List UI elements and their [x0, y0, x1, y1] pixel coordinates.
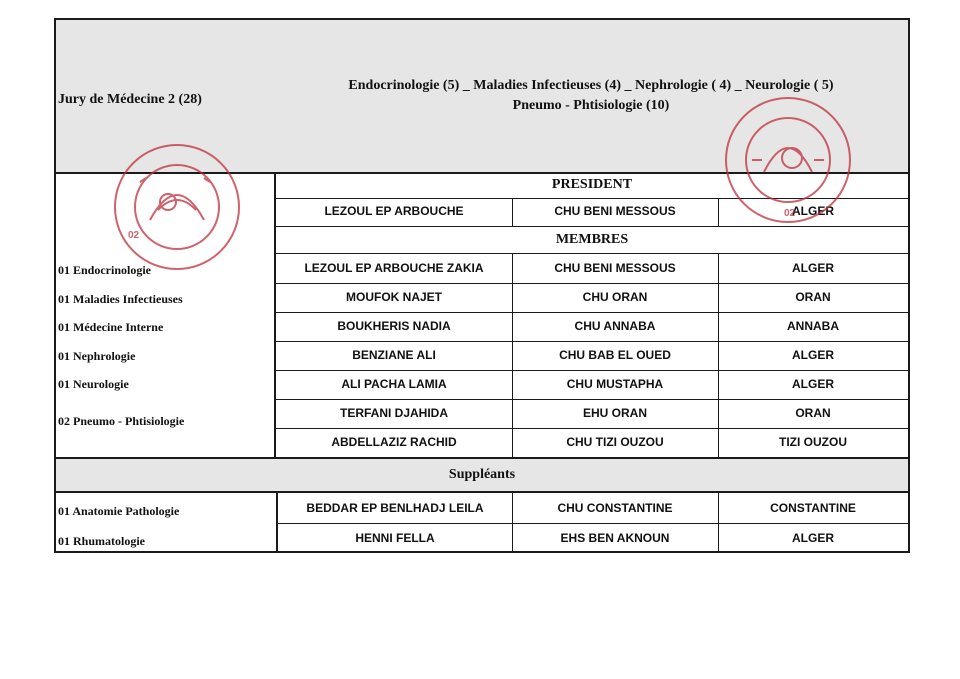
member-hospital: EHU ORAN	[582, 406, 647, 420]
member-city: ALGER	[792, 261, 834, 275]
divider	[276, 283, 908, 284]
member-name: BENZIANE ALI	[352, 348, 436, 362]
member-name: LEZOUL EP ARBOUCHE ZAKIA	[304, 261, 484, 275]
specialty-list	[58, 260, 184, 431]
divider	[718, 493, 719, 523]
divider	[512, 428, 513, 457]
member-hospital: CHU BAB EL OUED	[559, 348, 671, 362]
suppleant-specialty: 01 Anatomie Pathologie	[58, 504, 180, 518]
member-name: BOUKHERIS NADIA	[337, 319, 451, 333]
jury-table	[54, 18, 910, 553]
divider	[718, 370, 719, 399]
divider	[718, 283, 719, 312]
divider	[718, 399, 719, 428]
divider	[718, 523, 719, 553]
member-city: ORAN	[795, 290, 831, 304]
president-city: ALGER	[792, 204, 834, 218]
president-hospital: CHU BENI MESSOUS	[554, 204, 676, 218]
member-hospital: CHU MUSTAPHA	[566, 377, 664, 391]
subjects-line-2: Pneumo - Phtisiologie (10)	[512, 98, 670, 113]
divider	[512, 283, 513, 312]
divider	[718, 428, 719, 457]
divider	[718, 199, 719, 226]
divider	[512, 341, 513, 370]
membres-label: MEMBRES	[555, 232, 629, 247]
specialty-item: 01 Nephrologie	[58, 348, 136, 363]
member-name: TERFANI DJAHIDA	[339, 406, 448, 420]
suppleant-name: HENNI FELLA	[355, 531, 435, 545]
svg-text:02: 02	[128, 230, 140, 241]
divider	[276, 253, 908, 254]
president-name: LEZOUL EP ARBOUCHE	[324, 204, 464, 218]
divider	[276, 341, 908, 342]
divider	[512, 399, 513, 428]
suppleants-label: Suppléants	[448, 467, 516, 482]
member-city: ANNABA	[787, 319, 839, 333]
divider	[276, 312, 908, 313]
president-label: PRESIDENT	[551, 177, 633, 192]
member-city: ORAN	[795, 406, 831, 420]
member-hospital: CHU BENI MESSOUS	[554, 261, 676, 275]
divider	[512, 199, 513, 226]
specialty-item: 02 Pneumo - Phtisiologie	[58, 413, 185, 428]
member-name: ABDELLAZIZ RACHID	[331, 435, 457, 449]
specialty-item: 01 Endocrinologie	[58, 263, 152, 277]
divider	[512, 254, 513, 283]
subjects-line-1: Endocrinologie (5) _ Maladies Infectieuses (4) _ Nephrologie ( 4) _ Neurologie ( 5)	[348, 78, 834, 93]
official-stamp-right	[722, 94, 854, 226]
jury-title: Jury de Médecine 2 (28)	[58, 92, 202, 107]
divider	[718, 254, 719, 283]
divider	[512, 312, 513, 341]
member-name: ALI PACHA LAMIA	[341, 377, 447, 391]
svg-text:02: 02	[784, 208, 796, 219]
member-hospital: CHU TIZI OUZOU	[566, 435, 664, 449]
divider	[512, 523, 513, 553]
member-city: TIZI OUZOU	[779, 435, 847, 449]
divider	[278, 523, 908, 524]
suppleant-city: ALGER	[792, 531, 834, 545]
member-name: MOUFOK NAJET	[346, 290, 442, 304]
member-city: ALGER	[792, 377, 834, 391]
member-city: ALGER	[792, 348, 834, 362]
member-hospital: CHU ANNABA	[574, 319, 656, 333]
divider	[718, 312, 719, 341]
divider	[276, 399, 908, 400]
divider	[276, 428, 908, 429]
suppleant-hospital: CHU CONSTANTINE	[557, 501, 673, 515]
specialty-item: 01 Neurologie	[58, 377, 129, 391]
official-stamp-left	[110, 140, 244, 274]
suppleant-name: BEDDAR EP BENLHADJ LEILA	[306, 501, 484, 515]
divider	[718, 341, 719, 370]
member-hospital: CHU ORAN	[582, 290, 648, 304]
divider	[512, 370, 513, 399]
suppleant-specialty: 01 Rhumatologie	[58, 534, 145, 548]
specialty-item: 01 Médecine Interne	[58, 320, 164, 334]
specialty-item: 01 Maladies Infectieuses	[58, 291, 183, 306]
divider	[512, 493, 513, 523]
suppleant-hospital: EHS BEN AKNOUN	[560, 531, 670, 545]
suppleants-band	[56, 457, 908, 493]
suppleant-city: CONSTANTINE	[770, 501, 856, 515]
divider	[276, 370, 908, 371]
